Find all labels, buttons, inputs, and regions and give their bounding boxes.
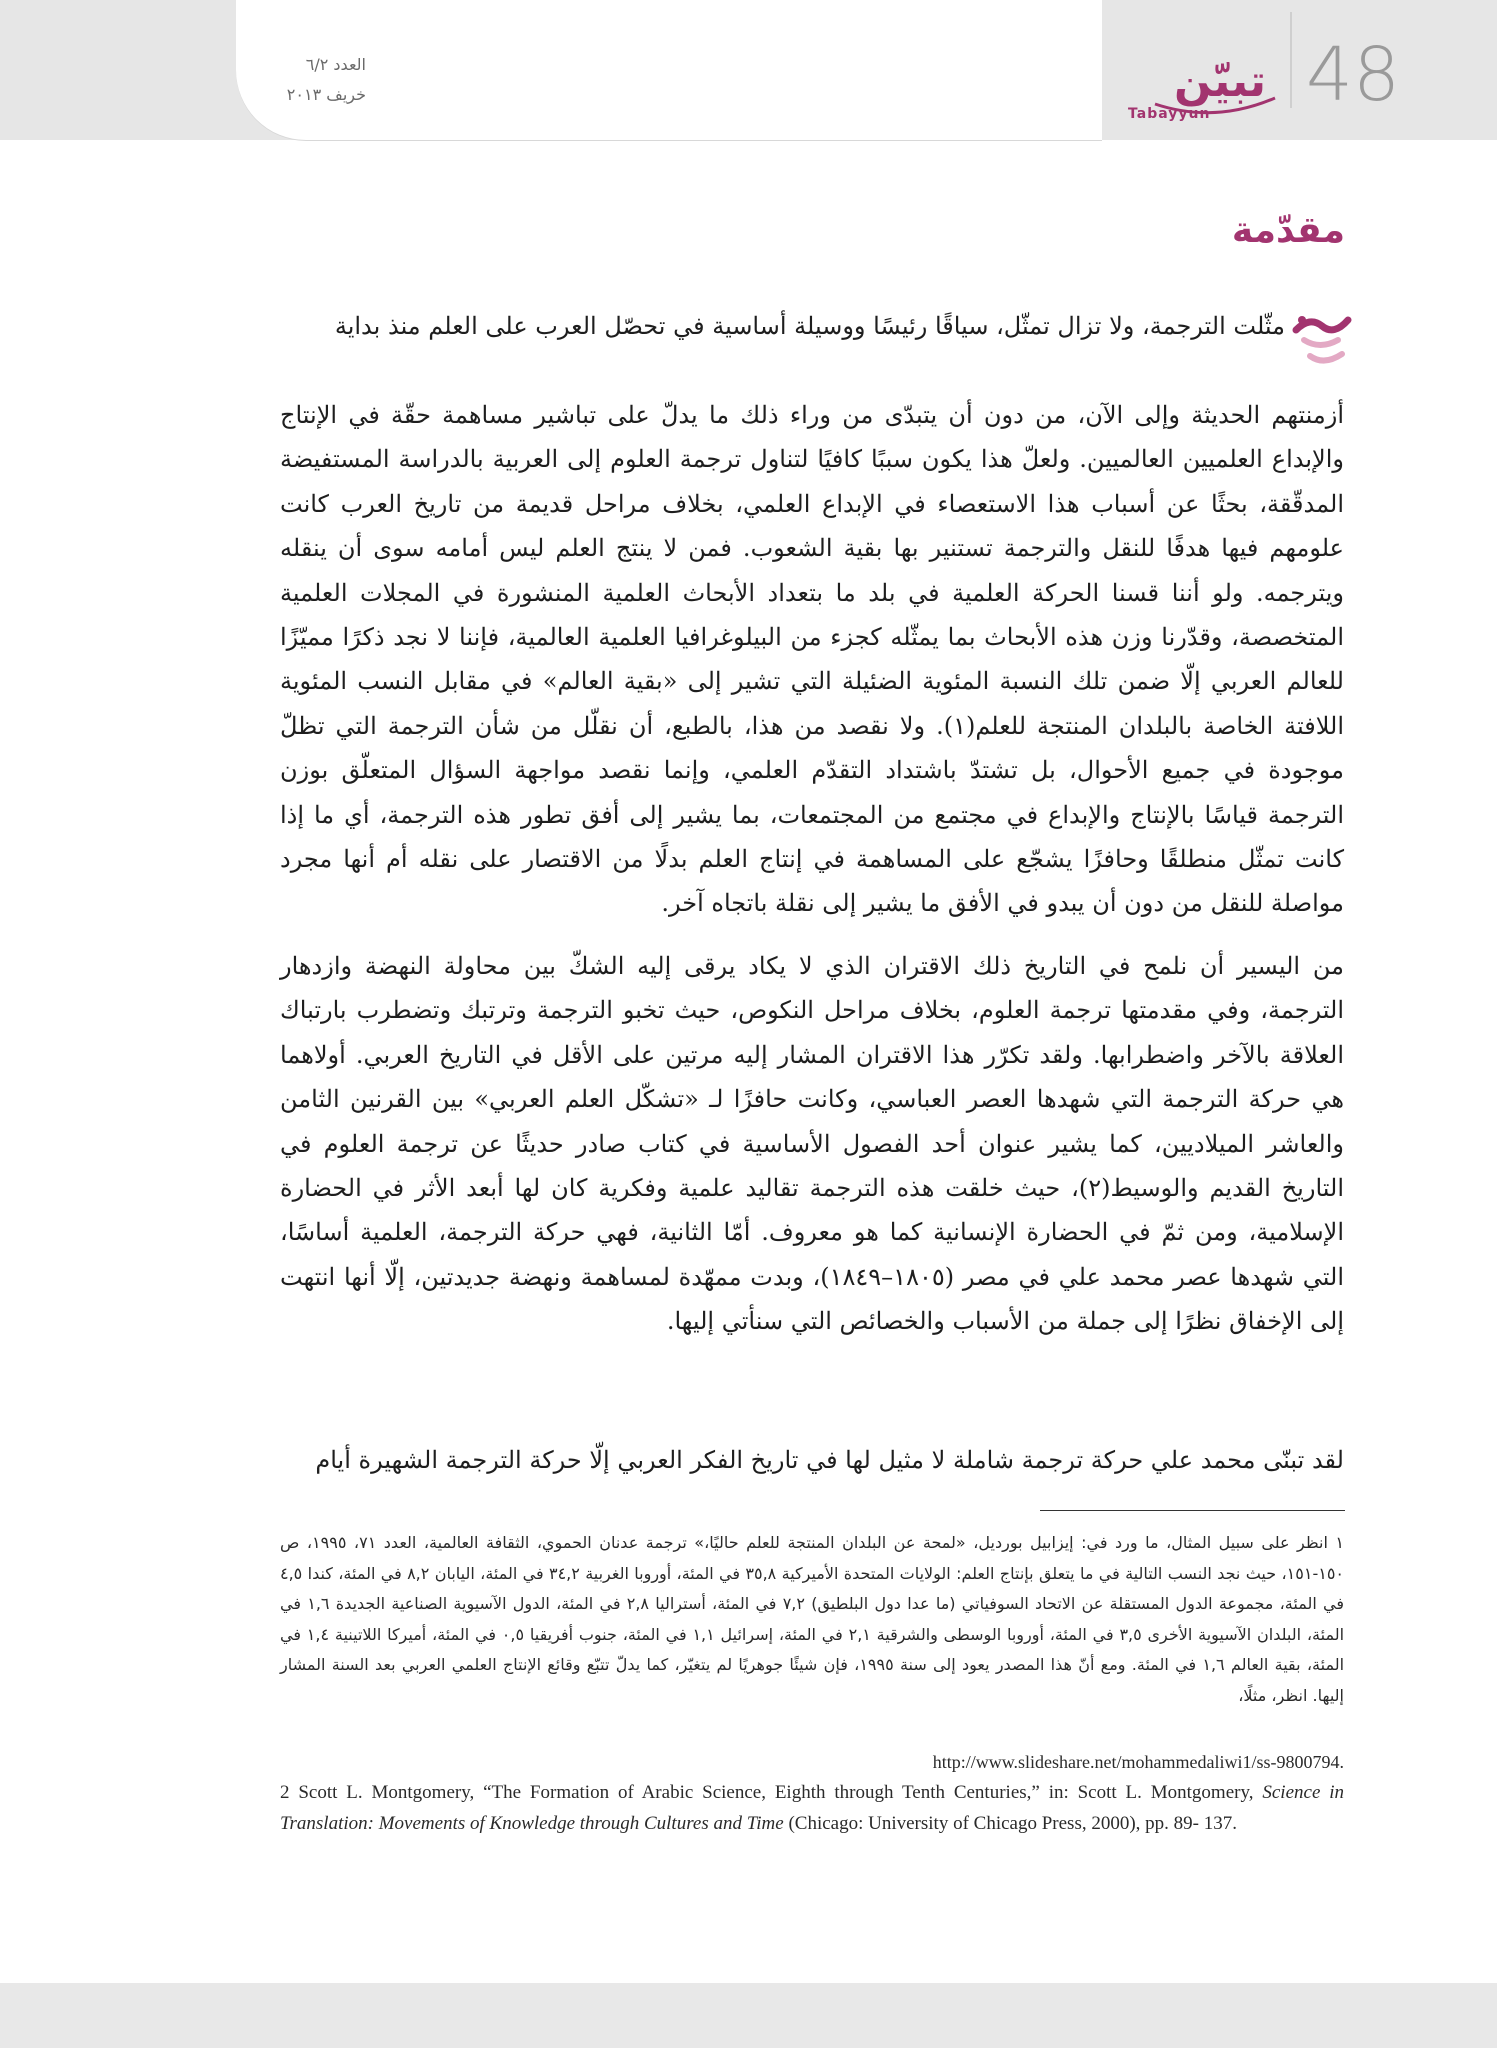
- footnote-2-author: 2 Scott L. Montgomery, “The Formation of Arabic Science, Eighth through Tenth Centuries,” in: Scott L. Montgomery,: [280, 1782, 1254, 1803]
- footer-band: [0, 1983, 1497, 2048]
- issue-number: العدد ٦/٢: [305, 55, 366, 74]
- footnote-1: ١ انظر على سبيل المثال، ما ورد في: إيزابيل بورديل، «لمحة عن البلدان المنتجة للعلم حاليًا،» ترجمة عدنان الحموي، الثقافة العالمية، العدد ٧١، ١٩٩٥، ص ١٥٠-١٥١، حيث نجد النسب التالية في ما يتعلق بإنتاج العلم: الولايات المتحدة الأميركية ٣٥,٨ في المئة، أوروبا الغربية ٣٤,٢ في المئة، اليابان ٨,٢ في المئة، كندا ٤,٥ في المئة، مجموعة الدول المستقلة عن الاتحاد السوفياتي (ما عدا دول البلطيق) ٧,٢ في المئة، أستراليا ٢,٨ في المئة، الدول الآسيوية الصناعية الجديدة ١,٦ في المئة، البلدان الآسيوية الأخرى ٣,٥ في المئة، أوروبا الوسطى والشرقية ٢,١ في المئة، إسرائيل ١,١ في المئة، جنوب أفريقيا ٠,٥ في المئة، أميركا اللاتينية ١,٤ في المئة، بقية العالم ١,٦ في المئة. ومع أنّ هذا المصدر يعود إلى سنة ١٩٩٥، فإن شيئًا جوهريًا لم يتغيّر، كما يدلّ تتبّع وقائع الإنتاج العلمي العربي بعد السنة المشار إليها. انظر، مثلًا،: [280, 1533, 1345, 1705]
- logo-arabic-text: تبيّن: [1173, 56, 1267, 107]
- footnote-2-book-title: Science in Translation: Movements of Knowledge through Cultures and Time: [280, 1782, 1345, 1834]
- header-divider: [1290, 12, 1292, 108]
- page-number: 48: [1305, 32, 1401, 118]
- paragraph-3: لقد تبنّى محمد علي حركة ترجمة شاملة لا مثيل لها في تاريخ الفكر العربي إلّا حركة الترجمة الشهيرة أيام: [315, 1446, 1344, 1474]
- paragraph-1-first-line: مثّلت الترجمة، ولا تزال تمثّل، سياقًا رئيسًا ووسيلة أساسية في تحصّل العرب على العلم منذ بداية: [334, 312, 1285, 340]
- paragraph-1: أزمنتهم الحديثة وإلى الآن، من دون أن يتبدّى من وراء ذلك ما يدلّ على تباشير مساهمة حقّة في الإنتاج والإبداع العلميين العالميين. ولعلّ هذا يكون سببًا كافيًا لتناول ترجمة العلوم إلى العربية بالدراسة المستفيضة المدقّقة، بحثًا عن أسباب هذا الاستعصاء في الإبداع العلمي، بخلاف مراحل قديمة من تاريخ العرب كانت علومهم فيها هدفًا للنقل والترجمة تستنير بها بقية الشعوب. فمن لا ينتج العلم ليس أمامه سوى أن ينقله ويترجمه. ولو أننا قسنا الحركة العلمية في بلد ما بتعداد الأبحاث العلمية المنشورة في المجلات العلمية المتخصصة، وقدّرنا وزن هذه الأبحاث بما يمثّله كجزء من البيلوغرافيا العلمية العالمية، فإننا لا نجد ذكرًا مميّزًا للعالم العربي إلّا ضمن تلك النسبة المئوية الضئيلة التي تشير إلى «بقية العالم» في مقابل النسب المئوية اللافتة الخاصة بالبلدان المنتجة للعلم(١). ولا نقصد من هذا، بالطبع، أن نقلّل من شأن الترجمة التي تظلّ موجودة في جميع الأحوال، بل تشتدّ باشتداد التقدّم العلمي، وإنما نقصد مواجهة السؤال المتعلّق بوزن الترجمة قياسًا بالإنتاج والإبداع في مجتمع من المجتمعات، بما يشير إلى أفق تطور هذه الترجمة، أي ما إذا كانت تمثّل منطلقًا وحافزًا يشجّع على المساهمة في إنتاج العلم بدلًا من الاقتصار على نقله أم أنها مجرد مواصلة للنقل من دون أن يبدو في الأفق ما يشير إلى نقلة باتجاه آخر.: [280, 401, 1344, 918]
- paragraph-2: من اليسير أن نلمح في التاريخ ذلك الاقتران الذي لا يكاد يرقى إليه الشكّ بين محاولة النهضة وازدهار الترجمة، وفي مقدمتها ترجمة العلوم، بخلاف مراحل النكوص، حيث تخبو الترجمة وترتبك وتضطرب بارتباك العلاقة بالآخر واضطرابها. ولقد تكرّر هذا الاقتران المشار إليه مرتين على الأقل في التاريخ العربي. أولاهما هي حركة الترجمة التي شهدها العصر العباسي، وكانت حافزًا لـ «تشكّل العلم العربي» بين القرنين الثامن والعاشر الميلاديين، كما يشير عنوان أحد الفصول الأساسية في كتاب صادر حديثًا عن ترجمة العلوم في التاريخ القديم والوسيط(٢)، حيث خلقت هذه الترجمة تقاليد علمية وفكرية كان لها أبعد الأثر في الحضارة الإسلامية، ومن ثمّ في الحضارة الإنسانية كما هو معروف. أمّا الثانية، فهي حركة الترجمة، العلمية أساسًا، التي شهدها عصر محمد علي في مصر (١٨٠٥–١٨٤٩)، وبدت ممهّدة لمساهمة ونهضة جديدتين، إلّا أنها انتهت إلى الإخفاق نظرًا إلى جملة من الأسباب والخصائص التي سنأتي إليها.: [280, 952, 1344, 1336]
- issue-info: [256, 50, 366, 110]
- footnote-2: [280, 1778, 1344, 1839]
- footnote-2-publisher: (Chicago: University of Chicago Press, 2000), pp. 89- 137.: [783, 1812, 1237, 1834]
- footnote-1-url: http://www.slideshare.net/mohammedaliwi1/ss-9800794.: [932, 1752, 1344, 1772]
- footnote-separator: [1040, 1510, 1345, 1511]
- section-title: مقدّمة: [1231, 210, 1345, 251]
- tabayyun-t-mark-icon: [1290, 310, 1352, 368]
- logo-latin-text: Tabayyun: [1128, 106, 1211, 122]
- issue-season: خريف ٢٠١٣: [286, 85, 366, 104]
